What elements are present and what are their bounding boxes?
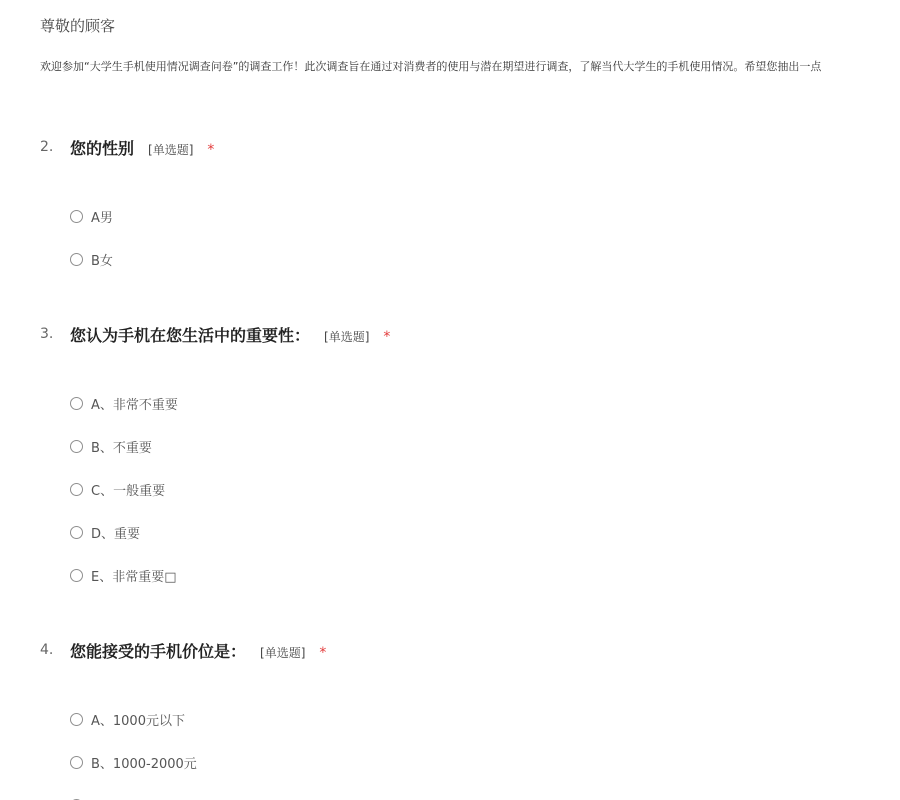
- option-label: B、不重要: [91, 440, 152, 456]
- question-header: [0, 323, 900, 347]
- radio-unchecked-icon[interactable]: [70, 397, 83, 410]
- option-under-1000[interactable]: [70, 709, 185, 729]
- option-label: D、重要: [91, 526, 141, 542]
- question-title-text: 您的性别: [70, 139, 135, 158]
- required-marker: *: [207, 142, 215, 158]
- option-label: A、1000元以下: [91, 713, 185, 729]
- required-marker: *: [319, 645, 327, 661]
- question-header: [0, 136, 900, 160]
- option-unimportant[interactable]: [70, 436, 152, 456]
- option-important[interactable]: [70, 522, 140, 542]
- question-number: 4.: [40, 642, 54, 658]
- question-type-tag: [单选题]: [260, 646, 306, 660]
- option-label: A、非常不重要: [91, 397, 178, 413]
- required-marker: *: [383, 329, 391, 345]
- option-next-partial[interactable]: [70, 795, 91, 800]
- radio-unchecked-icon[interactable]: [70, 440, 83, 453]
- radio-unchecked-icon[interactable]: [70, 569, 83, 582]
- option-moderately-important[interactable]: [70, 479, 165, 499]
- radio-unchecked-icon[interactable]: [70, 713, 83, 726]
- option-male[interactable]: [70, 206, 113, 226]
- question-header: [0, 639, 900, 663]
- question-title-text: 您认为手机在您生活中的重要性：: [70, 326, 311, 345]
- radio-unchecked-icon[interactable]: [70, 210, 83, 223]
- question-type-tag: [单选题]: [148, 143, 194, 157]
- question-number: 3.: [40, 326, 54, 342]
- question-title: [70, 136, 214, 159]
- question-title-text: 您能接受的手机价位是：: [70, 642, 247, 661]
- question-title: [70, 639, 326, 662]
- option-very-unimportant[interactable]: [70, 393, 178, 413]
- option-label: B女: [91, 253, 113, 269]
- question-number: 2.: [40, 139, 54, 155]
- radio-unchecked-icon[interactable]: [70, 756, 83, 769]
- option-1000-2000[interactable]: [70, 752, 197, 772]
- option-female[interactable]: [70, 249, 113, 269]
- intro-text: 欢迎参加“大学生手机使用情况调查问卷”的调查工作！此次调查旨在通过对消费者的使用与潜在期望进行调查，了解当代大学生的手机使用情况。希望您抽出一点: [40, 60, 822, 73]
- option-label: A男: [91, 210, 113, 226]
- option-very-important[interactable]: [70, 565, 177, 585]
- greeting-heading: 尊敬的顾客: [40, 17, 116, 35]
- radio-unchecked-icon[interactable]: [70, 483, 83, 496]
- question-title: [70, 323, 390, 346]
- radio-unchecked-icon[interactable]: [70, 526, 83, 539]
- question-type-tag: [单选题]: [324, 330, 370, 344]
- option-label: C、一般重要: [91, 483, 166, 499]
- option-label: B、1000-2000元: [91, 756, 197, 772]
- radio-unchecked-icon[interactable]: [70, 253, 83, 266]
- option-label: E、非常重要□: [91, 569, 177, 585]
